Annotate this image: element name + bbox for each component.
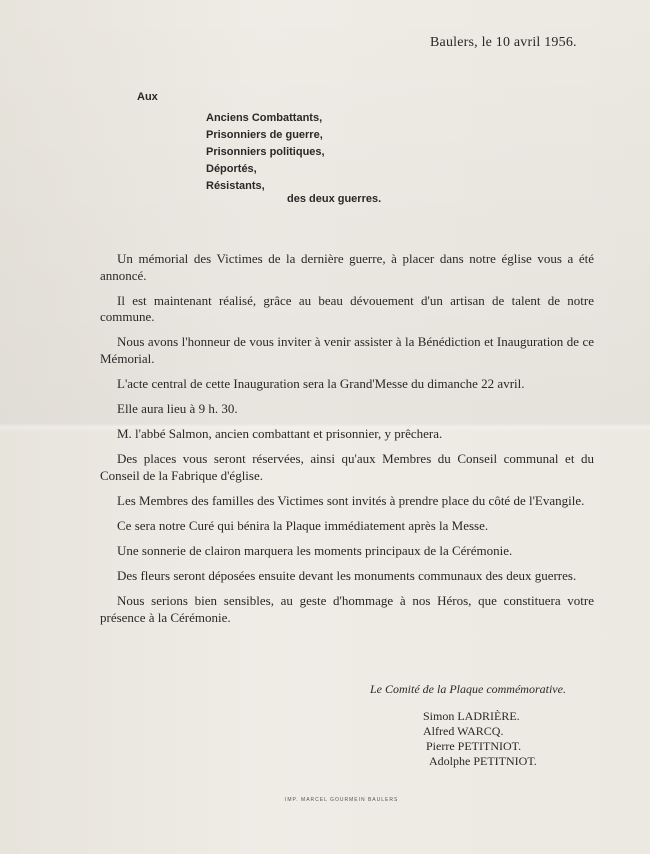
printer-imprint: IMP. MARCEL GOURMEIN BAULERS (285, 797, 399, 803)
recipient-line: Prisonniers politiques, (206, 146, 325, 158)
recipient-list (206, 110, 325, 195)
body-paragraph: Nous avons l'honneur de vous inviter à venir assister à la Bénédiction et Inauguration de ce Mémorial. (100, 334, 594, 366)
body-paragraph: L'acte central de cette Inauguration sera la Grand'Messe du dimanche 22 avril. (117, 375, 525, 391)
recipient-line: Anciens Combattants, (206, 112, 323, 124)
recipient-line: Résistants, (206, 180, 265, 192)
letter-date: Baulers, le 10 avril 1956. (430, 35, 577, 50)
signatory-list (423, 709, 537, 769)
body-paragraph: Elle aura lieu à 9 h. 30. (117, 400, 238, 416)
signatory-name: Adolphe PETITNIOT. (429, 754, 537, 768)
committee-signature-title: Le Comité de la Plaque commémorative. (370, 682, 566, 696)
letter-body (100, 251, 594, 635)
recipient-line: Déportés, (206, 163, 257, 175)
body-paragraph: Un mémorial des Victimes de la dernière guerre, à placer dans notre église vous a été annoncé. (100, 251, 594, 283)
body-paragraph: Ce sera notre Curé qui bénira la Plaque immédiatement après la Messe. (117, 517, 489, 533)
salutation: Aux (137, 91, 158, 103)
signatory-name: Pierre PETITNIOT. (426, 739, 522, 753)
body-paragraph: M. l'abbé Salmon, ancien combattant et prisonnier, y prêchera. (117, 425, 443, 441)
recipients-closing: des deux guerres. (287, 193, 382, 205)
body-paragraph: Les Membres des familles des Victimes sont invités à prendre place du côté de l'Evangile. (117, 492, 585, 508)
body-paragraph: Nous serions bien sensibles, au geste d'hommage à nos Héros, que constituera votre présence à la Cérémonie. (100, 593, 594, 625)
signatory-name: Simon LADRIÈRE. (423, 709, 520, 723)
recipient-line: Prisonniers de guerre, (206, 129, 323, 141)
body-paragraph: Des places vous seront réservées, ainsi qu'aux Membres du Conseil communal et du Conseil de la Fabrique d'église. (100, 451, 594, 483)
body-paragraph: Une sonnerie de clairon marquera les moments principaux de la Cérémonie. (117, 542, 513, 558)
signatory-name: Alfred WARCQ. (423, 724, 504, 738)
body-paragraph: Des fleurs seront déposées ensuite devant les monuments communaux des deux guerres. (117, 567, 577, 583)
body-paragraph: Il est maintenant réalisé, grâce au beau dévouement d'un artisan de talent de notre commune. (100, 292, 594, 325)
